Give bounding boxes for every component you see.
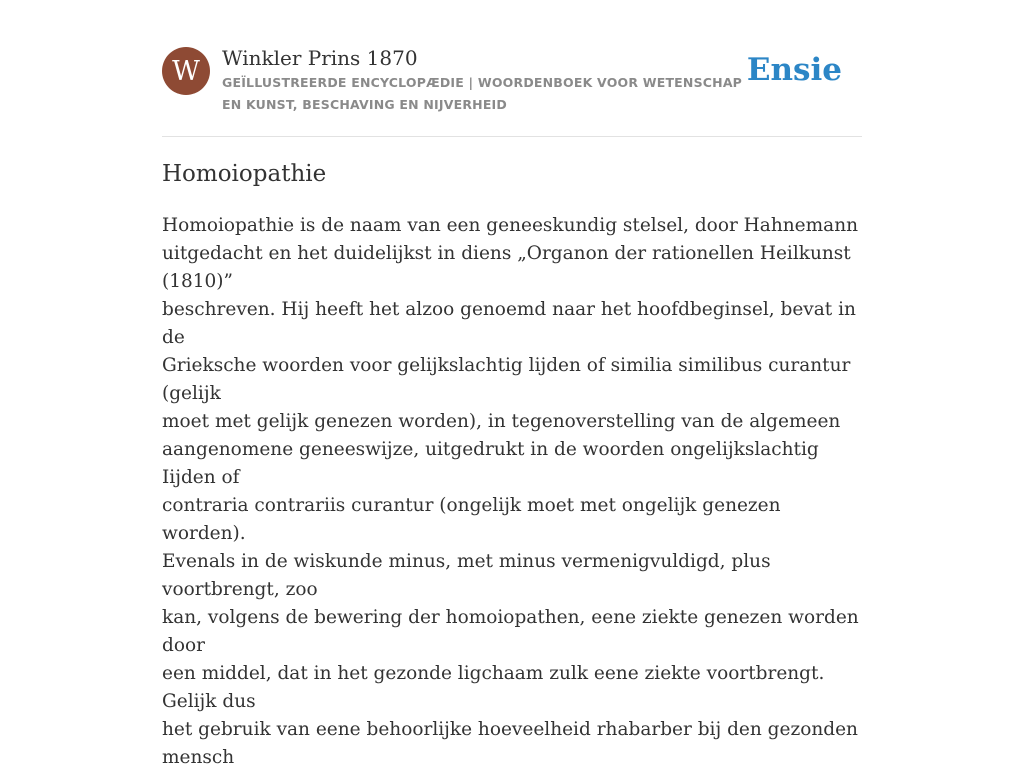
source-subtitle: GEÏLLUSTREERDE ENCYCLOPÆDIE | WOORDENBOEK VOOR WETENSCHAP EN KUNST, BESCHAVING EN NIJVERHEID <box>222 75 743 112</box>
source-header <box>162 0 862 137</box>
source-avatar <box>162 47 210 95</box>
source-meta <box>222 44 762 116</box>
source-title[interactable]: Winkler Prins 1870 <box>222 46 418 70</box>
avatar-letter: W <box>172 55 200 87</box>
entry-title: Homoiopathie <box>162 161 327 187</box>
content-container <box>162 0 862 768</box>
entry-body: Homoiopathie is de naam van een geneeskundig stelsel, door Hahnemann uitgedacht en het duidelijkst in diens „Organon der rationellen Heilkunst (1810)” beschreven. Hij heeft het alzoo genoemd naar het hoofdbeginsel, bevat in de Grieksche woorden voor gelijkslachtig lijden of similia similibus curantur (gelijk moet met gelijk genezen worden), in tegenoverstelling van de algemeen aangenomene geneeswijze, uitgedrukt in de woorden ongelijkslachtig Iijden of contraria contrariis curantur (ongelijk moet met ongelijk genezen worden). Evenals in de wiskunde minus, met minus vermenigvuldigd, plus voortbrengt, zoo kan, volgens de bewering der homoiopathen, eene ziekte genezen worden door een middel, dat in het gezonde ligchaam zulk eene ziekte voortbrengt. Gelijk dus het gebruik van eene behoorlijke hoeveelheid rhabarber bij den gezonden mensch <box>162 215 859 768</box>
ensie-logo-link[interactable]: Ensie <box>746 52 842 88</box>
